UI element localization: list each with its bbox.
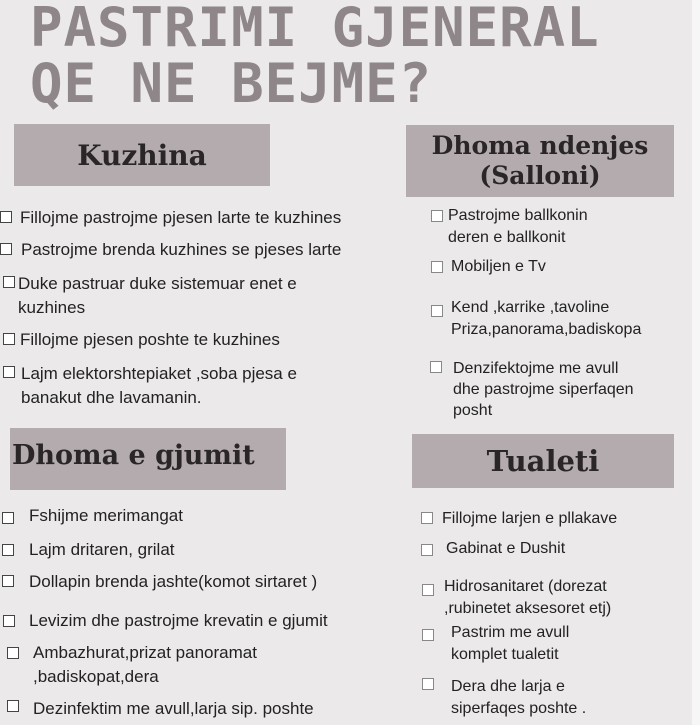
checkbox[interactable] [2, 512, 14, 524]
checkbox[interactable] [422, 629, 434, 641]
checkbox[interactable] [3, 366, 15, 378]
list-item: Mobiljen e Tv [451, 258, 546, 275]
list-item: Lajm elektorshtepiaket ,soba pjesa e [21, 364, 297, 383]
checkbox[interactable] [431, 210, 443, 222]
list-item: Gabinat e Dushit [446, 540, 566, 557]
gjumit-heading [10, 428, 286, 490]
page-title: PASTRIMI GJENERAL QE NE BEJME? [30, 0, 600, 115]
checkbox[interactable] [421, 544, 433, 556]
list-item: Fillojme pjesen poshte te kuzhines [20, 330, 280, 349]
list-item: dhe pastrojme siperfaqen [453, 381, 634, 398]
tualeti-heading [412, 434, 674, 488]
checkbox[interactable] [2, 544, 14, 556]
checkbox[interactable] [422, 678, 434, 690]
list-item: Priza,panorama,badiskopa [451, 321, 642, 338]
list-item: komplet tualetit [451, 646, 559, 663]
list-item: deren e ballkonit [448, 229, 566, 246]
list-item: Dezinfektim me avull,larja sip. poshte [33, 699, 314, 718]
checkbox[interactable] [7, 647, 19, 659]
checkbox[interactable] [3, 615, 15, 627]
list-item: Hidrosanitaret (dorezat [444, 578, 607, 595]
list-item: posht [453, 402, 493, 419]
list-item: Fillojme larjen e pllakave [442, 510, 618, 527]
list-item: ,rubinetet aksesoret etj) [444, 600, 612, 617]
checkbox[interactable] [422, 584, 434, 596]
list-item: Pastrim me avull [451, 624, 570, 641]
list-item: Dollapin brenda jashte(komot sirtaret ) [29, 572, 318, 591]
gjumit-heading-text: Dhoma e gjumit [12, 440, 255, 471]
checkbox[interactable] [0, 243, 12, 255]
tualeti-heading-text: Tualeti [486, 444, 600, 478]
list-item: Dera dhe larja e [451, 678, 565, 695]
list-item: Kend ,karrike ,tavoline [451, 299, 610, 316]
checkbox[interactable] [7, 700, 19, 712]
list-item: ,badiskopat,dera [33, 667, 159, 686]
salloni-heading [406, 125, 674, 197]
list-item: Ambazhurat,prizat panoramat [33, 643, 257, 662]
list-item: siperfaqes poshte . [451, 700, 587, 717]
checkbox[interactable] [421, 512, 433, 524]
list-item: Pastrojme brenda kuzhines se pjeses larte [21, 240, 342, 259]
kuzhina-heading [14, 124, 270, 186]
list-item: Denzifektojme me avull [453, 360, 619, 377]
checkbox[interactable] [431, 305, 443, 317]
list-item: banakut dhe lavamanin. [21, 388, 202, 407]
checkbox[interactable] [431, 261, 443, 273]
checkbox[interactable] [3, 333, 15, 345]
checkbox[interactable] [3, 276, 15, 288]
list-item: kuzhines [18, 298, 86, 317]
list-item: Fshijme merimangat [29, 506, 183, 525]
salloni-heading-line1: Dhoma ndenjes [431, 131, 649, 160]
list-item: Levizim dhe pastrojme krevatin e gjumit [29, 611, 328, 630]
list-item: Pastrojme ballkonin [448, 207, 588, 224]
checkbox[interactable] [2, 575, 14, 587]
list-item: Fillojme pastrojme pjesen larte te kuzhines [20, 208, 342, 227]
right-edge-strip [692, 0, 700, 725]
salloni-heading-line2: (Salloni) [479, 161, 601, 190]
list-item: Lajm dritaren, grilat [29, 540, 175, 559]
checkbox[interactable] [430, 361, 442, 373]
kuzhina-heading-text: Kuzhina [77, 138, 207, 172]
checkbox[interactable] [0, 211, 12, 223]
list-item: Duke pastruar duke sistemuar enet e [18, 274, 297, 293]
